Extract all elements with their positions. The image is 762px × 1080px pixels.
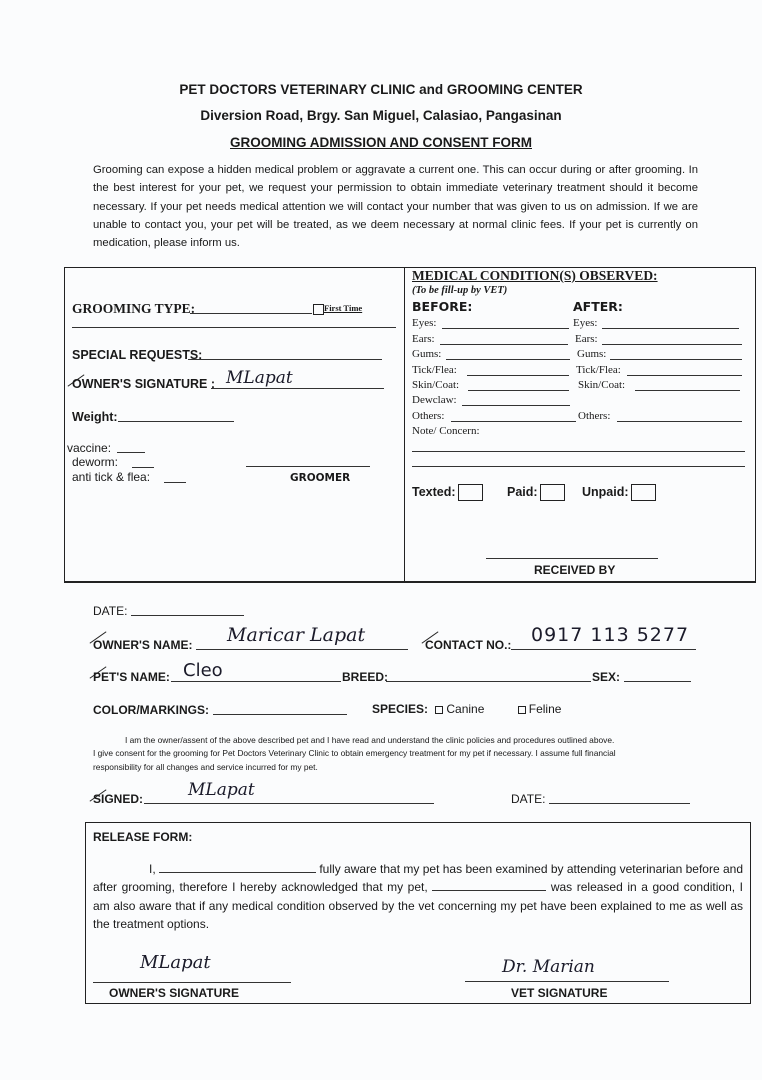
- first-time-checkbox[interactable]: First Time: [313, 303, 362, 315]
- color-markings-field[interactable]: [213, 714, 347, 715]
- note-line-1[interactable]: [412, 451, 745, 452]
- before-others-label: Others:: [412, 410, 445, 422]
- before-dewclaw-label: Dewclaw:: [412, 394, 457, 406]
- weight-label: Weight:: [72, 410, 118, 424]
- pet-name-handwriting: Cleo: [183, 660, 223, 681]
- owner-name-field[interactable]: [196, 649, 408, 650]
- after-ears-field[interactable]: [602, 344, 742, 345]
- clinic-address: Diversion Road, Brgy. San Miguel, Calasiao, Pangasinan: [200, 108, 562, 123]
- date-field[interactable]: [131, 615, 244, 616]
- form-title: GROOMING ADMISSION AND CONSENT FORM: [230, 135, 532, 150]
- before-dewclaw-field[interactable]: [462, 405, 570, 406]
- species-canine-option[interactable]: Canine: [431, 702, 484, 716]
- before-eyes-label: Eyes:: [412, 317, 437, 329]
- consent-line-1: I am the owner/assent of the above described pet and I have read and understand the clinic policies and procedures outlined above.: [125, 735, 615, 745]
- sex-label: SEX:: [592, 670, 621, 684]
- signed-label: SIGNED:: [93, 792, 144, 806]
- intro-paragraph: Grooming can expose a hidden medical problem or aggravate a current one. This can occur during or after grooming. In the best interest for your pet, we request your permission to obtain immediate veterinary treatment should it become necessary. If your pet needs medical attention we will contact your number that was given to us on admission. If we are unable to contact you, your pet will be treated, as we deem necessary at normal clinic fees. If your pet is currently on medication, please inform us.: [93, 164, 698, 250]
- color-markings-label: COLOR/MARKINGS:: [93, 703, 209, 717]
- before-others-field[interactable]: [451, 421, 576, 422]
- breed-field[interactable]: [386, 681, 591, 682]
- consent-line-2: I give consent for the grooming for Pet Doctors Veterinary Clinic to obtain emergency treatment for my pet if necessary. I assume full financial: [93, 748, 616, 758]
- release-paragraph: I, fully aware that my pet has been examined by attending veterinarian before and after grooming, therefore I hereby acknowledged that my pet, was released in a good condition, I am also aware that if any medical condition observed by the vet concerning my pet have been explained to me as well as the treatment options.: [93, 862, 743, 931]
- note-concern-label: Note/ Concern:: [412, 425, 480, 437]
- first-time-box[interactable]: [313, 304, 324, 315]
- before-skin-field[interactable]: [468, 390, 569, 391]
- before-tick-label: Tick/Flea:: [412, 364, 457, 376]
- after-tick-label: Tick/Flea:: [576, 364, 621, 376]
- clinic-name: PET DOCTORS VETERINARY CLINIC and GROOMING CENTER: [179, 82, 583, 97]
- vet-signature-label: VET SIGNATURE: [511, 986, 608, 1000]
- received-by-line[interactable]: [486, 558, 658, 559]
- before-skin-label: Skin/Coat:: [412, 379, 460, 391]
- before-ears-label: Ears:: [412, 333, 435, 345]
- special-requests-label: SPECIAL REQUESTS:: [72, 348, 203, 362]
- texted-box[interactable]: [458, 484, 483, 501]
- release-title: RELEASE FORM:: [93, 830, 193, 844]
- grooming-type-line-2[interactable]: [72, 327, 396, 328]
- special-requests-field[interactable]: [188, 359, 382, 360]
- unpaid-checkbox[interactable]: Unpaid:: [582, 484, 656, 501]
- before-gums-field[interactable]: [446, 359, 570, 360]
- before-label: BEFORE:: [412, 299, 473, 314]
- release-owner-signature-handwriting: MLapat: [140, 952, 211, 973]
- note-line-2[interactable]: [412, 466, 745, 467]
- vaccine-label: vaccine:: [67, 441, 112, 455]
- canine-checkbox[interactable]: [435, 706, 443, 714]
- medical-title: MEDICAL CONDITION(S) OBSERVED:: [412, 268, 658, 283]
- before-ears-field[interactable]: [440, 344, 568, 345]
- release-owner-signature-line[interactable]: [93, 982, 291, 983]
- contact-field[interactable]: [511, 649, 696, 650]
- owner-name-handwriting: Maricar Lapat: [227, 624, 366, 646]
- after-skin-field[interactable]: [635, 390, 740, 391]
- after-gums-label: Gums:: [577, 348, 607, 360]
- release-owner-name-field[interactable]: [159, 862, 316, 873]
- texted-checkbox[interactable]: Texted:: [412, 484, 483, 501]
- deworm-label: deworm:: [72, 455, 119, 469]
- signed-handwriting: MLapat: [188, 780, 255, 800]
- after-others-label: Others:: [578, 410, 611, 422]
- after-gums-field[interactable]: [610, 359, 742, 360]
- before-tick-field[interactable]: [467, 375, 569, 376]
- box-divider: [404, 267, 405, 582]
- after-others-field[interactable]: [617, 421, 742, 422]
- after-skin-label: Skin/Coat:: [578, 379, 626, 391]
- contact-handwriting: 0917 113 5277: [531, 624, 690, 646]
- vaccine-field[interactable]: [117, 452, 145, 453]
- paid-checkbox[interactable]: Paid:: [507, 484, 565, 501]
- after-eyes-label: Eyes:: [573, 317, 598, 329]
- weight-field[interactable]: [118, 421, 234, 422]
- pet-name-label: PET'S NAME:: [93, 670, 170, 684]
- release-pet-name-field[interactable]: [432, 880, 546, 891]
- grooming-type-field[interactable]: [190, 313, 312, 314]
- feline-checkbox[interactable]: [518, 706, 526, 714]
- consent-date-field[interactable]: [549, 803, 690, 804]
- owner-signature-handwriting: MLapat: [226, 368, 293, 388]
- breed-label: BREED:: [342, 670, 389, 684]
- species-feline-option[interactable]: Feline: [518, 702, 562, 716]
- after-tick-field[interactable]: [627, 375, 742, 376]
- groomer-signature-line[interactable]: [246, 466, 370, 467]
- after-eyes-field[interactable]: [602, 328, 739, 329]
- pet-name-field[interactable]: [171, 681, 341, 682]
- received-by-label: RECEIVED BY: [534, 563, 616, 577]
- owner-signature-label: OWNER'S SIGNATURE :: [72, 377, 216, 391]
- unpaid-box[interactable]: [631, 484, 656, 501]
- anti-tick-label: anti tick & flea:: [72, 470, 151, 484]
- medical-subtitle: (To be fill-up by VET): [412, 285, 508, 296]
- after-ears-label: Ears:: [575, 333, 598, 345]
- groomer-label: GROOMER: [290, 472, 351, 484]
- grooming-type-label: GROOMING TYPE:: [72, 301, 196, 316]
- signed-field[interactable]: [144, 803, 434, 804]
- deworm-field[interactable]: [132, 467, 154, 468]
- contact-label: CONTACT NO.:: [425, 638, 512, 652]
- owner-name-label: OWNER'S NAME:: [93, 638, 193, 652]
- consent-date-label: DATE:: [511, 792, 546, 806]
- sex-field[interactable]: [624, 681, 691, 682]
- consent-line-3: responsibility for all changes and service incurred for my pet.: [93, 762, 318, 772]
- before-gums-label: Gums:: [412, 348, 442, 360]
- species-group: SPECIES: Canine Feline: [372, 702, 562, 716]
- vet-signature-line[interactable]: [465, 981, 669, 982]
- anti-tick-field[interactable]: [164, 482, 186, 483]
- release-owner-signature-label: OWNER'S SIGNATURE: [109, 986, 239, 1000]
- owner-signature-field[interactable]: [211, 388, 384, 389]
- before-eyes-field[interactable]: [442, 328, 569, 329]
- vet-signature-handwriting: Dr. Marian: [502, 957, 595, 977]
- paid-box[interactable]: [540, 484, 565, 501]
- date-label: DATE:: [93, 604, 128, 618]
- after-label: AFTER:: [573, 299, 623, 314]
